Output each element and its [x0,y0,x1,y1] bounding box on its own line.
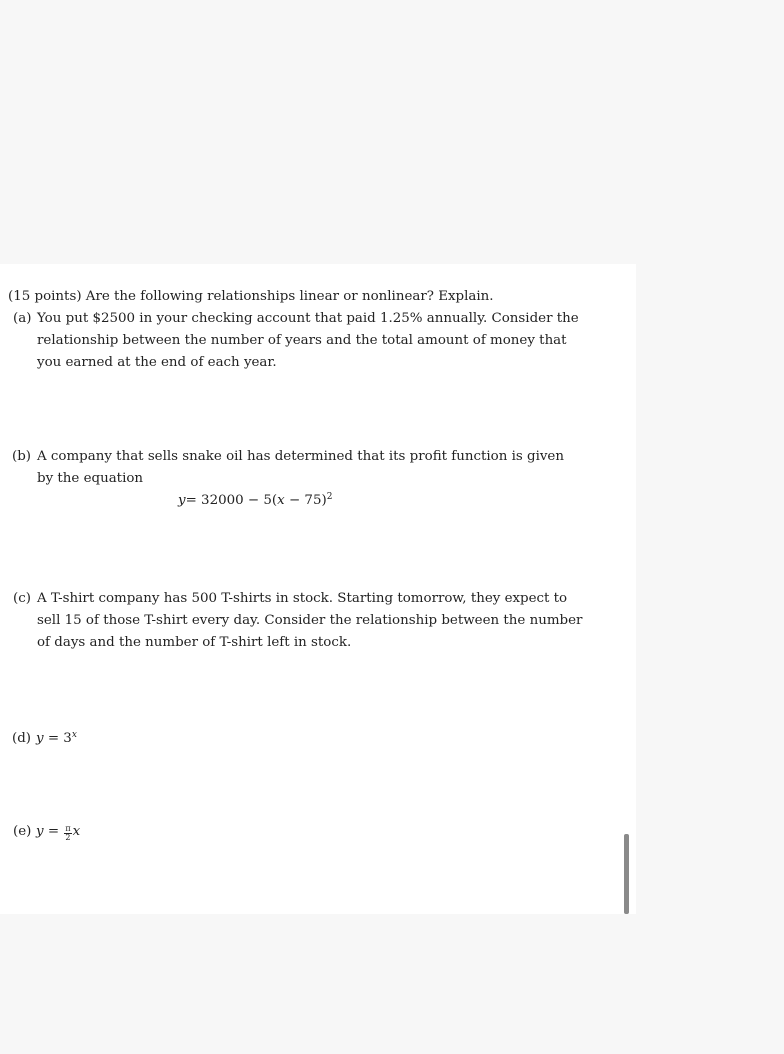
part-b-equation [178,490,332,512]
part-d-equation [36,728,77,750]
fraction-numerator: π [65,824,71,833]
part-a-line-1: You put $2500 in your checking account that paid 1.25% annually. Consider the [37,311,579,326]
scrollbar-thumb[interactable] [624,834,629,914]
part-c-line-1: A T-shirt company has 500 T-shirts in stock. Starting tomorrow, they expect to [37,591,568,606]
part-e-equation [36,821,80,843]
part-a-label: (a) [13,311,32,326]
equation-x: x [277,493,285,508]
equation-exponent: x [71,730,77,740]
part-b-line-1: A company that sells snake oil has determined that its profit function is given [37,449,564,464]
part-d-label: (d) [12,731,32,746]
equation-y: y [178,493,186,508]
part-c-line-3: of days and the number of T-shirt left in stock. [37,635,352,650]
equation-y: y [36,824,44,839]
question-intro: (15 points) Are the following relationships linear or nonlinear? Explain. [8,289,494,304]
part-b-line-2: by the equation [37,471,144,486]
equation-equals: = [43,824,64,839]
equation-rhs-start: = 32000 − 5( [185,493,278,508]
part-b-label: (b) [12,449,32,464]
part-e-label: (e) [13,824,32,839]
fraction [64,825,71,842]
equation-y: y [36,731,44,746]
equation-rhs-end: − 75) [284,493,327,508]
document-page [0,264,636,914]
part-a-line-3: you earned at the end of each year. [37,355,277,370]
equation-base: = 3 [43,731,72,746]
part-c-line-2: sell 15 of those T-shirt every day. Consider the relationship between the number [37,613,583,628]
equation-exponent: 2 [326,492,333,502]
part-c-label: (c) [13,591,31,606]
equation-x: x [72,824,81,839]
fraction-denominator: 2 [65,833,71,842]
part-a-line-2: relationship between the number of years and the total amount of money that [37,333,567,348]
